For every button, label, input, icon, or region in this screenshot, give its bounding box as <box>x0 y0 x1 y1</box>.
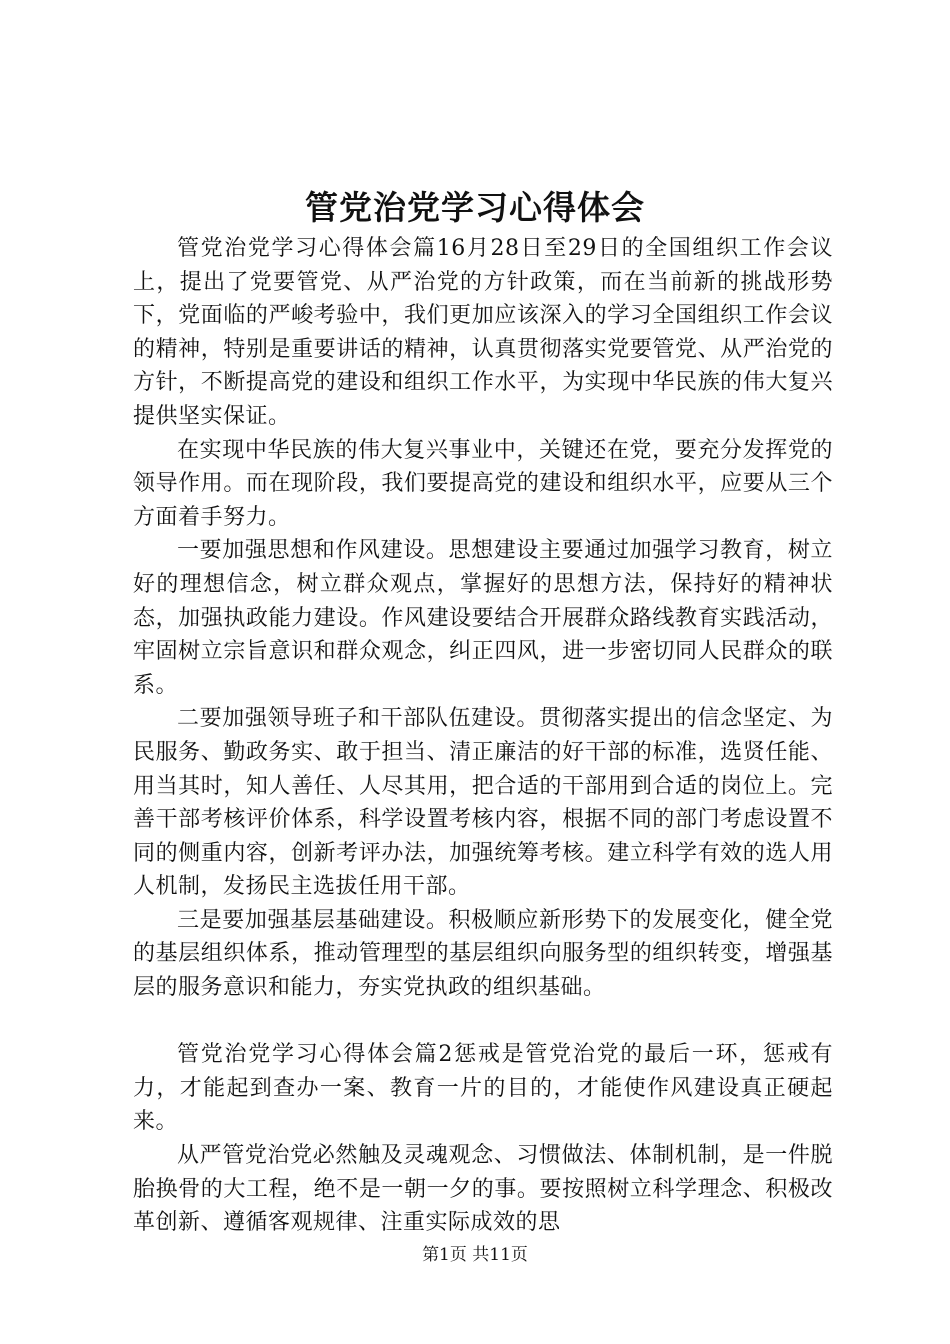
document-body <box>133 232 833 1240</box>
document-title: 管党治党学习心得体会 <box>305 188 645 227</box>
paragraph: 管党治党学习心得体会篇16月28日至29日的全国组织工作会议上，提出了党要管党、从严治党的方针政策，而在当前新的挑战形势下，党面临的严峻考验中，我们更加应该深入的学习全国组织工作会议的精神，特别是重要讲话的精神，认真贯彻落实党要管党、从严治党的方针，不断提高党的建设和组织工作水平，为实现中华民族的伟大复兴提供坚实保证。 <box>133 236 833 429</box>
paragraph: 管党治党学习心得体会篇2惩戒是管党治党的最后一环，惩戒有力，才能起到查办一案、教育一片的目的，才能使作风建设真正硬起来。 <box>133 1042 833 1135</box>
paragraph-spacer <box>133 1005 833 1039</box>
paragraph: 从严管党治党必然触及灵魂观念、习惯做法、体制机制，是一件脱胎换骨的大工程，绝不是一朝一夕的事。要按照树立科学理念、积极改革创新、遵循客观规律、注重实际成效的思 <box>133 1143 833 1236</box>
paragraph: 二要加强领导班子和干部队伍建设。贯彻落实提出的信念坚定、为民服务、勤政务实、敢于担当、清正廉洁的好干部的标准，选贤任能、用当其时，知人善任、人尽其用，把合适的干部用到合适的岗位上。完善干部考核评价体系，科学设置考核内容，根据不同的部门考虑设置不同的侧重内容，创新考评办法，加强统筹考核。建立科学有效的选人用人机制，发扬民主选拔任用干部。 <box>133 706 833 900</box>
page-number-footer: 第1页 共11页 <box>422 1245 528 1265</box>
paragraph: 在实现中华民族的伟大复兴事业中，关键还在党，要充分发挥党的领导作用。而在现阶段，我们要提高党的建设和组织水平，应要从三个方面着手努力。 <box>133 437 833 530</box>
paragraph: 一要加强思想和作风建设。思想建设主要通过加强学习教育，树立好的理想信念，树立群众观点，掌握好的思想方法，保持好的精神状态，加强执政能力建设。作风建设要结合开展群众路线教育实践活动，牢固树立宗旨意识和群众观念，纠正四风，进一步密切同人民群众的联系。 <box>133 538 833 698</box>
paragraph: 三是要加强基层基础建设。积极顺应新形势下的发展变化，健全党的基层组织体系，推动管理型的基层组织向服务型的组织转变，增强基层的服务意识和能力，夯实党执政的组织基础。 <box>133 907 833 1001</box>
